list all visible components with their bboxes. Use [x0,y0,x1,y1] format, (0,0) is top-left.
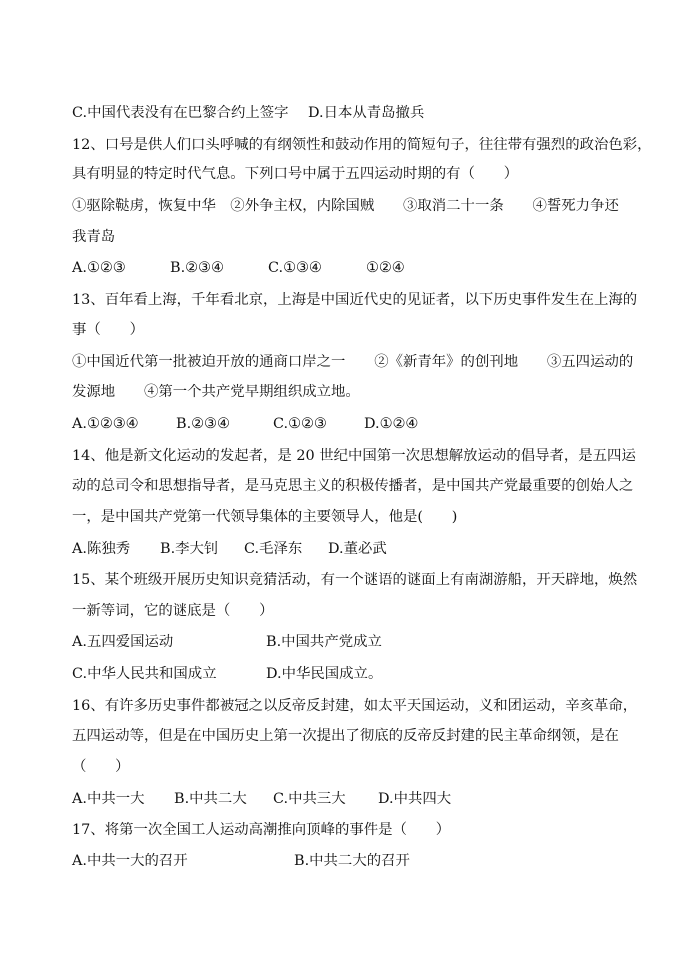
q13-option-b: B.②③④ [176,416,230,432]
q13-items-line-2: 发源地 ④第一个共产党早期组织成立地。 [72,384,360,400]
q11-option-d: D.日本从青岛撤兵 [308,105,425,121]
q15-option-d: D.中华民国成立。 [266,666,383,682]
q14-option-c: C.毛泽东 [244,541,303,557]
q13-option-c: C.①②③ [273,416,327,432]
q12-option-c: C.①③④ [268,260,322,276]
q16-option-c: C.中共三大 [273,791,346,807]
q12-option-d: ①②④ [366,260,405,276]
q14-option-b: B.李大钊 [160,541,219,557]
q16-stem-line-1: 16、有许多历史事件都被冠之以反帝反封建，如太平天国运动，义和团运动，辛亥革命， [72,698,638,714]
q13-stem-line-1: 13、百年看上海，千年看北京，上海是中国近代史的见证者，以下历史事件发生在上海的 [72,292,638,308]
q13-option-d: D.①②④ [364,416,419,432]
q17-option-a: A.中共一大的召开 [72,853,188,869]
q16-option-b: B.中共二大 [174,791,247,807]
q15-stem-line-2: 一新等词，它的谜底是（ ） [72,603,274,619]
q12-option-a: A.①②③ [72,260,126,276]
q16-option-a: A.中共一大 [72,791,145,807]
q12-stem-line-2: 具有明显的特定时代气息。下列口号中属于五四运动时期的有（ ） [72,166,519,182]
q13-stem-line-2: 事（ ） [72,322,144,338]
q15-option-c: C.中华人民共和国成立 [72,666,217,682]
q12-items-line-1: ①驱除鞑虏，恢复中华 ②外争主权，内除国贼 ③取消二十一条 ④誓死力争还 [72,198,619,214]
q12-items-line-2: 我青岛 [72,229,116,245]
q14-option-d: D.董必武 [328,541,387,557]
q15-option-a: A.五四爱国运动 [72,634,174,650]
q14-stem-line-1: 14、他是新文化运动的发起者，是 20 世纪中国第一次思想解放运动的倡导者，是五四运 [72,448,636,464]
q17-stem-line-1: 17、将第一次全国工人运动高潮推向顶峰的事件是（ ） [72,822,451,838]
q13-items-line-1: ①中国近代第一批被迫开放的通商口岸之一 ②《新青年》的创刊地 ③五四运动的 [72,354,634,370]
q15-stem-line-1: 15、某个班级开展历史知识竞猜活动，有一个谜语的谜面上有南湖游船，开天辟地，焕然 [72,572,638,588]
q12-option-b: B.②③④ [170,260,224,276]
q17-option-b: B.中共二大的召开 [294,853,410,869]
q16-option-d: D.中共四大 [378,791,452,807]
q15-option-b: B.中国共产党成立 [266,634,382,650]
q14-stem-line-2: 动的总司令和思想指导者，是马克思主义的积极传播者，是中国共产党最重要的创始人之 [72,478,634,494]
q13-option-a: A.①②③④ [72,416,139,432]
q16-stem-line-3: （ ） [72,759,130,775]
q14-stem-line-3: 一，是中国共产党第一代领导集体的主要领导人，他是( ) [72,509,458,525]
q16-stem-line-2: 五四运动等，但是在中国历史上第一次提出了彻底的反帝反封建的民主革命纲领，是在 [72,728,619,744]
q12-stem-line-1: 12、口号是供人们口头呼喊的有纲领性和鼓动作用的简短句子，往往带有强烈的政治色彩， [72,137,652,153]
q11-option-c: C.中国代表没有在巴黎合约上签字 [72,105,289,121]
q14-option-a: A.陈独秀 [72,541,131,557]
